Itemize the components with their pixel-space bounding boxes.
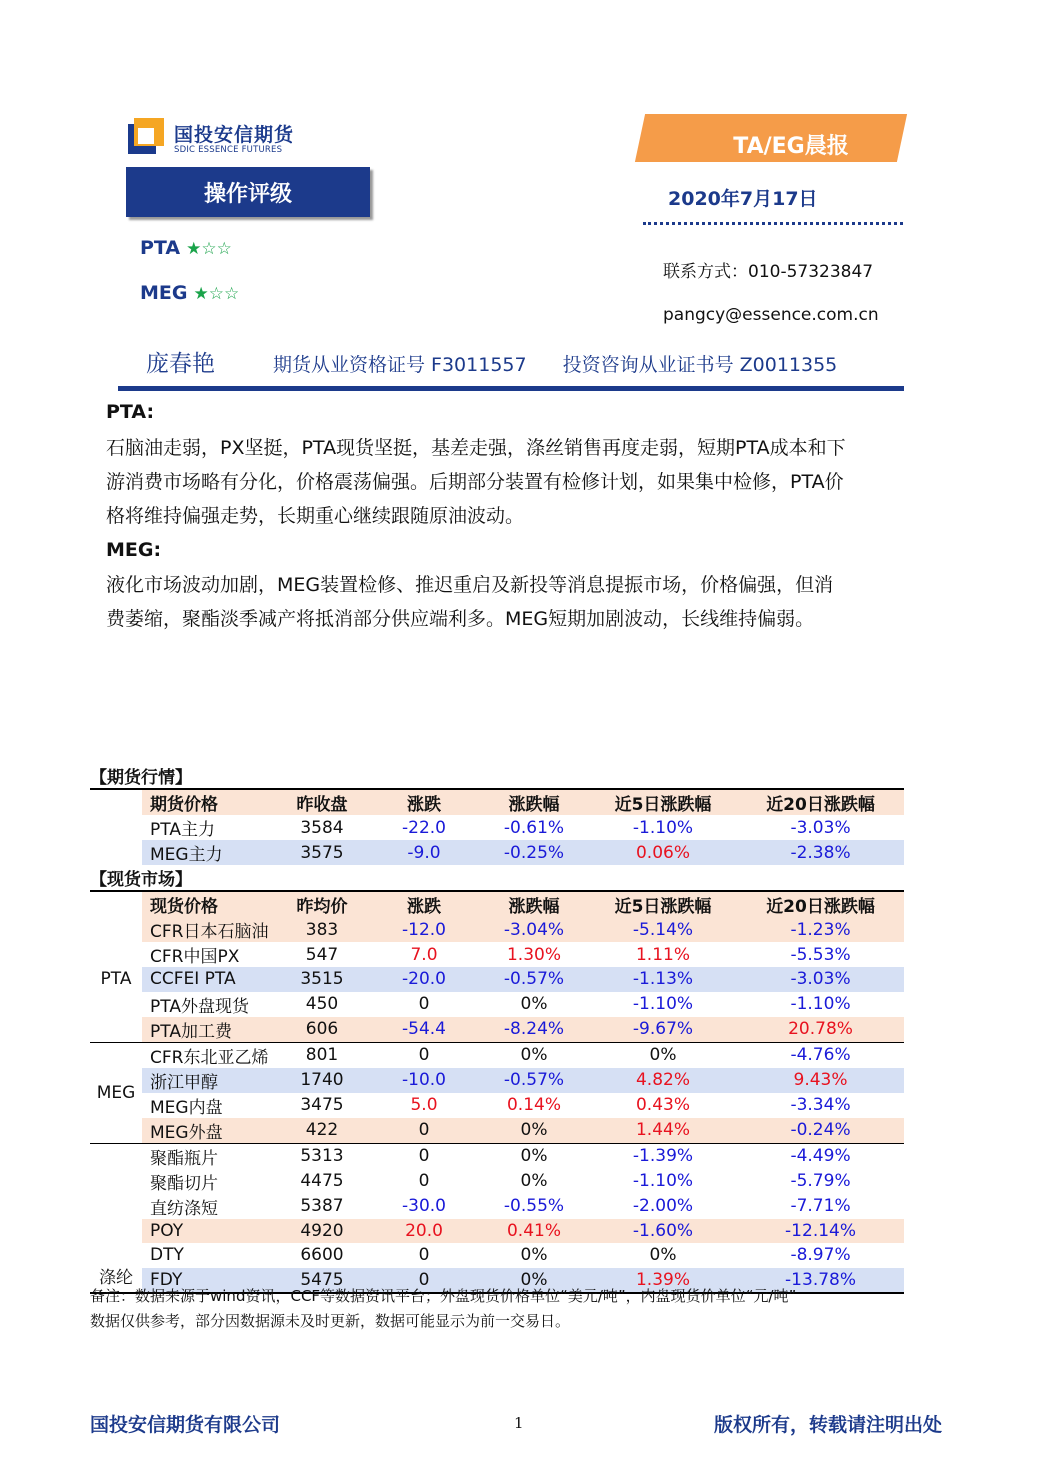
cell-pct: -0.57% xyxy=(479,1068,589,1093)
cell-name: MEG外盘 xyxy=(142,1118,275,1144)
cell-chg: -30.0 xyxy=(402,1196,446,1217)
cell-d20: -13.78% xyxy=(737,1268,904,1294)
cell-chg: 0 xyxy=(369,1118,479,1144)
cell-name: MEG内盘 xyxy=(150,1097,223,1118)
rating-meg-label: MEG xyxy=(140,282,188,304)
cell-d20: -1.10% xyxy=(790,994,851,1015)
cell-d20: -3.03% xyxy=(790,817,851,838)
futures-cert: 期货从业资格证号 F3011557 xyxy=(273,354,527,376)
table-row xyxy=(90,1143,904,1169)
cell-chg: -9.0 xyxy=(369,840,479,865)
cell-d5: 0.06% xyxy=(589,840,737,865)
cell-d5: 0.43% xyxy=(635,1095,690,1116)
cell-price: 1740 xyxy=(275,1068,369,1093)
column-header: 昨均价 xyxy=(275,891,369,917)
cell-price: 5387 xyxy=(300,1196,344,1217)
pta-line: 石脑油走弱，PX坚挺，PTA现货坚挺，基差走强，涤丝销售再度走弱，短期PTA成本和下 xyxy=(106,437,846,459)
rating-pta xyxy=(140,237,232,259)
table-row xyxy=(90,992,904,1017)
column-header: 近5日涨跌幅 xyxy=(589,891,737,917)
column-header: 近5日涨跌幅 xyxy=(589,789,737,815)
group-spacer xyxy=(90,815,142,840)
table-section-title xyxy=(90,865,904,891)
cell-price: 5475 xyxy=(275,1268,369,1294)
cell-d5: -1.10% xyxy=(632,994,694,1015)
cell-name: CFR日本石脑油 xyxy=(142,917,275,942)
cell-chg: 0 xyxy=(369,1042,479,1068)
section-title: 【现货市场】 xyxy=(90,870,192,890)
table-row xyxy=(90,1243,904,1268)
cell-chg: -22.0 xyxy=(402,817,446,838)
cell-name: PTA外盘现货 xyxy=(150,996,249,1017)
footer-company: 国投安信期货有限公司 xyxy=(90,1414,281,1436)
footer-copyright: 版权所有，转载请注明出处 xyxy=(714,1414,943,1436)
table-row xyxy=(90,1042,904,1068)
author-line xyxy=(146,345,837,378)
cell-d20: -4.76% xyxy=(737,1042,904,1068)
table-row xyxy=(90,967,904,992)
table-row xyxy=(90,1118,904,1144)
table-header-row xyxy=(90,789,904,815)
group-label: PTA xyxy=(90,917,142,1042)
cell-price: 3515 xyxy=(275,967,369,992)
cell-pct: 0% xyxy=(479,1268,589,1294)
header-spacer xyxy=(90,891,142,917)
cell-chg: 0 xyxy=(418,1245,430,1266)
cell-price: 547 xyxy=(305,944,339,965)
cell-name: 直纺涤短 xyxy=(150,1198,218,1219)
cell-price: 6600 xyxy=(300,1245,344,1266)
cell-chg: 0 xyxy=(418,994,430,1015)
table-row xyxy=(90,1219,904,1244)
cell-d20: -4.49% xyxy=(737,1143,904,1169)
cell-d20: -7.71% xyxy=(790,1196,851,1217)
cell-price: 422 xyxy=(275,1118,369,1144)
cell-d20: -5.79% xyxy=(790,1171,851,1192)
column-header: 涨跌幅 xyxy=(479,789,589,815)
advisory-cert: 投资咨询从业证书号 Z0011355 xyxy=(562,354,838,376)
cell-pct: 0.41% xyxy=(479,1219,589,1244)
cell-pct: 0% xyxy=(479,1143,589,1169)
group-label: 涤纶 xyxy=(90,1143,142,1293)
cell-pct: 0% xyxy=(520,1171,548,1192)
column-header: 涨跌 xyxy=(369,891,479,917)
contact-email: pangcy@essence.com.cn xyxy=(663,305,879,325)
group-label: MEG xyxy=(90,1042,142,1143)
table-row xyxy=(90,815,904,840)
table-row xyxy=(90,917,904,942)
cell-price: 450 xyxy=(305,994,339,1015)
pta-commentary xyxy=(106,431,901,533)
table-header-row xyxy=(90,891,904,917)
cell-price: 801 xyxy=(275,1042,369,1068)
cell-price: 4475 xyxy=(300,1171,344,1192)
group-spacer xyxy=(90,840,142,865)
cell-pct: 0% xyxy=(479,1042,589,1068)
table-section-title xyxy=(90,763,904,789)
cell-pct: -0.57% xyxy=(479,967,589,992)
cell-name: 聚酯瓶片 xyxy=(142,1143,275,1169)
column-header: 昨收盘 xyxy=(275,789,369,815)
cell-price: 3575 xyxy=(275,840,369,865)
cell-d5: -5.14% xyxy=(589,917,737,942)
cell-d5: -1.39% xyxy=(589,1143,737,1169)
cell-chg: -54.4 xyxy=(369,1017,479,1043)
cell-d5: 1.44% xyxy=(589,1118,737,1144)
header-spacer xyxy=(90,789,142,815)
cell-chg: 7.0 xyxy=(410,944,438,965)
page-number: 1 xyxy=(514,1414,524,1432)
cell-price: 606 xyxy=(275,1017,369,1043)
cell-chg: 0 xyxy=(418,1171,430,1192)
cell-d20: -1.23% xyxy=(737,917,904,942)
cell-name: CFR东北亚乙烯 xyxy=(142,1042,275,1068)
column-header: 现货价格 xyxy=(142,891,275,917)
author-name: 庞春艳 xyxy=(146,351,215,377)
column-header: 期货价格 xyxy=(142,789,275,815)
meg-line: 液化市场波动加剧，MEG装置检修、推迟重启及新投等消息提振市场，价格偏强，但消 xyxy=(106,574,834,596)
rating-pta-label: PTA xyxy=(140,237,181,259)
cell-pct: -8.24% xyxy=(479,1017,589,1043)
cell-d5: -2.00% xyxy=(632,1196,694,1217)
cell-price: 4920 xyxy=(275,1219,369,1244)
cell-d5: 0% xyxy=(589,1042,737,1068)
company-logo xyxy=(128,118,328,160)
pta-heading: PTA: xyxy=(106,401,155,423)
cell-chg: -10.0 xyxy=(369,1068,479,1093)
logo-english-name: SDIC ESSENCE FUTURES xyxy=(174,145,283,155)
section-title: 【期货行情】 xyxy=(90,768,192,788)
cell-name: MEG主力 xyxy=(142,840,275,865)
cell-pct: 0% xyxy=(520,994,548,1015)
contact-phone: 联系方式：010-57323847 xyxy=(663,262,874,282)
cell-d20: -3.34% xyxy=(790,1095,851,1116)
cell-name: DTY xyxy=(150,1245,184,1266)
cell-price: 383 xyxy=(275,917,369,942)
cell-pct: 0.14% xyxy=(506,1095,561,1116)
meg-line: 费萎缩，聚酯淡季减产将抵消部分供应端利多。MEG短期加剧波动，长线维持偏弱。 xyxy=(106,608,815,630)
cell-d5: 1.39% xyxy=(589,1268,737,1294)
cell-name: CCFEI PTA xyxy=(142,967,275,992)
table-row xyxy=(90,1017,904,1043)
rating-meg xyxy=(140,282,239,304)
cell-d5: 1.11% xyxy=(635,944,690,965)
cell-d20: -12.14% xyxy=(737,1219,904,1244)
pta-line: 游消费市场略有分化，价格震荡偏强。后期部分装置有检修计划，如果集中检修，PTA价 xyxy=(106,471,844,493)
cell-chg: 20.0 xyxy=(369,1219,479,1244)
cell-d5: -1.10% xyxy=(632,1171,694,1192)
cell-d5: -1.60% xyxy=(589,1219,737,1244)
cell-d20: 20.78% xyxy=(737,1017,904,1043)
rating-title: 操作评级 xyxy=(126,167,370,217)
table-row xyxy=(90,840,904,865)
cell-price: 3475 xyxy=(300,1095,344,1116)
table-notes xyxy=(90,1284,910,1334)
logo-chinese-name: 国投安信期货 xyxy=(174,124,295,146)
table-row xyxy=(90,1169,904,1194)
cell-name: CFR中国PX xyxy=(150,947,240,967)
cell-pct: -3.04% xyxy=(479,917,589,942)
cell-name: POY xyxy=(142,1219,275,1244)
table-row xyxy=(90,1093,904,1118)
column-header: 近20日涨跌幅 xyxy=(737,789,904,815)
rating-pta-stars-icon: ★☆☆ xyxy=(186,239,232,259)
cell-pct: 1.30% xyxy=(506,944,561,965)
cell-price: 5313 xyxy=(275,1143,369,1169)
meg-commentary xyxy=(106,568,901,636)
cell-d5: -1.10% xyxy=(632,817,694,838)
cell-pct: -0.61% xyxy=(503,817,565,838)
logo-mark-icon xyxy=(128,118,164,154)
column-header: 近20日涨跌幅 xyxy=(737,891,904,917)
cell-price: 3584 xyxy=(300,817,344,838)
table-row xyxy=(90,1068,904,1093)
note-line: 数据仅供参考，部分因数据源未及时更新，数据可能显示为前一交易日。 xyxy=(90,1312,571,1330)
cell-pct: 0% xyxy=(479,1118,589,1144)
cell-d5: 4.82% xyxy=(589,1068,737,1093)
report-date: 2020年7月17日 xyxy=(668,188,818,210)
cell-name: 聚酯切片 xyxy=(150,1173,218,1194)
cell-chg: -12.0 xyxy=(369,917,479,942)
note-line: 备注：数据来源于wind资讯，CCF等数据资讯平台；外盘现货价格单位“美元/吨”，内盘现货价单位“元/吨” xyxy=(90,1287,797,1305)
cell-d20: -8.97% xyxy=(790,1245,851,1266)
cell-chg: 0 xyxy=(369,1268,479,1294)
cell-d5: 0% xyxy=(649,1245,677,1266)
cell-d20: -2.38% xyxy=(737,840,904,865)
rating-meg-stars-icon: ★☆☆ xyxy=(193,284,240,304)
cell-d20: -0.24% xyxy=(737,1118,904,1144)
cell-name: PTA主力 xyxy=(150,820,215,840)
pta-line: 格将维持偏强走势，长期重心继续跟随原油波动。 xyxy=(106,505,525,527)
cell-name: 浙江甲醇 xyxy=(142,1068,275,1093)
table-row xyxy=(90,942,904,967)
header-divider xyxy=(118,386,904,391)
cell-name: FDY xyxy=(142,1268,275,1294)
report-type-banner-text xyxy=(640,114,902,162)
cell-chg: 0 xyxy=(369,1143,479,1169)
cell-d5: -9.67% xyxy=(589,1017,737,1043)
cell-pct: -0.25% xyxy=(479,840,589,865)
meg-heading: MEG: xyxy=(106,539,162,561)
cell-d20: -5.53% xyxy=(790,944,851,965)
column-header: 涨跌幅 xyxy=(479,891,589,917)
cell-chg: -20.0 xyxy=(369,967,479,992)
cell-name: PTA加工费 xyxy=(142,1017,275,1043)
market-table xyxy=(90,763,904,1294)
table-row xyxy=(90,1194,904,1219)
cell-d20: -3.03% xyxy=(737,967,904,992)
report-type: TA/EG晨报 xyxy=(733,134,849,159)
cell-d20: 9.43% xyxy=(737,1068,904,1093)
cell-d5: -1.13% xyxy=(589,967,737,992)
cell-chg: 5.0 xyxy=(410,1095,438,1116)
market-data-table xyxy=(90,763,904,1294)
dotted-divider xyxy=(643,222,903,225)
cell-pct: -0.55% xyxy=(503,1196,565,1217)
cell-pct: 0% xyxy=(520,1245,548,1266)
column-header: 涨跌 xyxy=(369,789,479,815)
